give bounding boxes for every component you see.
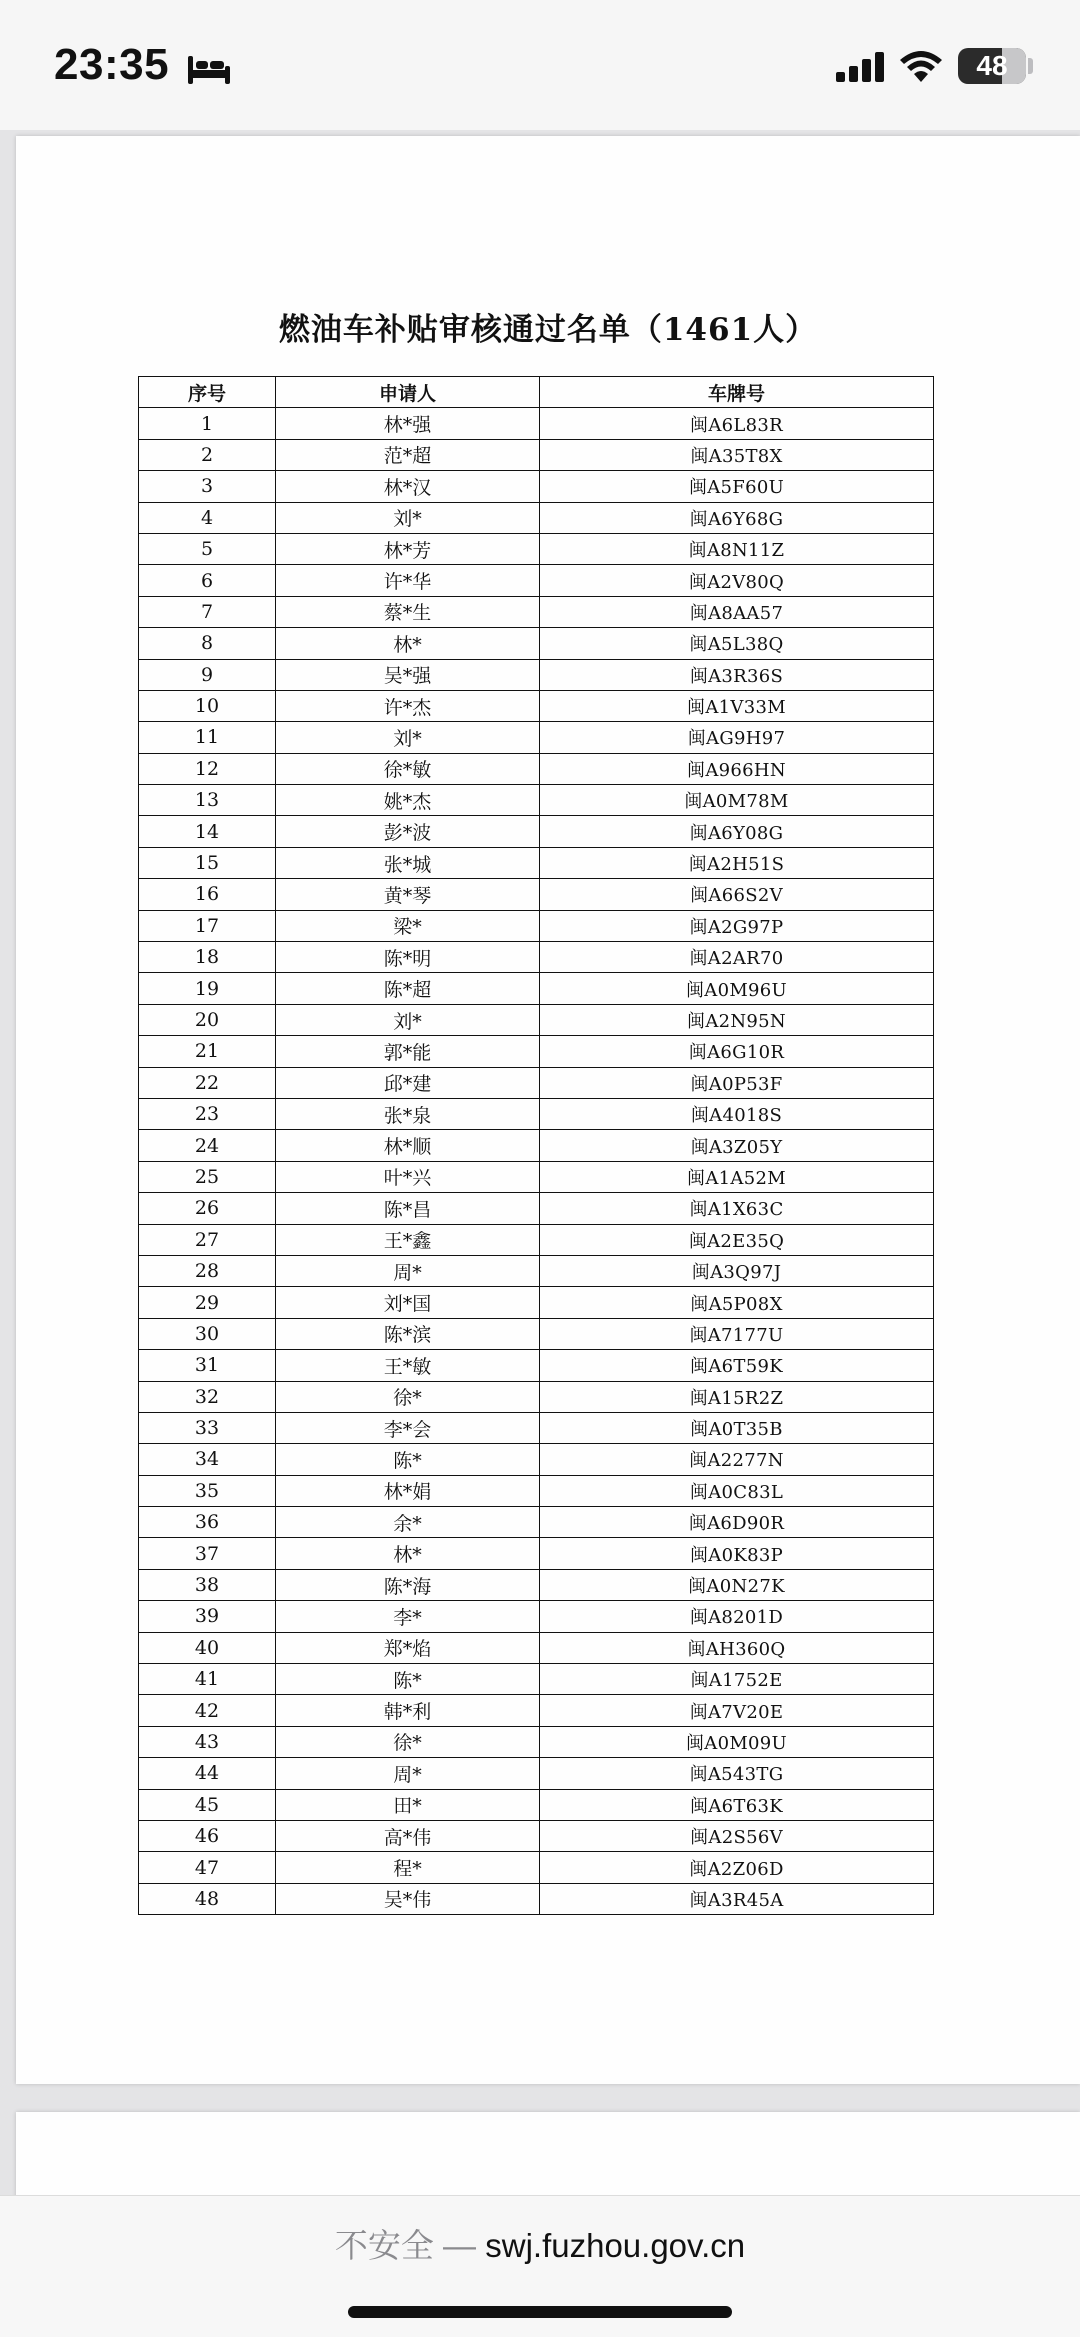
cell-index: 21 — [139, 1036, 276, 1067]
cell-index: 24 — [139, 1130, 276, 1161]
cell-index: 16 — [139, 879, 276, 910]
table-row — [139, 1758, 934, 1789]
cell-plate: 闽A2S56V — [540, 1820, 934, 1851]
cell-applicant: 刘*国 — [276, 1287, 540, 1318]
cell-plate: 闽A4018S — [540, 1098, 934, 1129]
cell-plate: 闽A6L83R — [540, 408, 934, 439]
cell-index: 22 — [139, 1067, 276, 1098]
cell-applicant: 李* — [276, 1601, 540, 1632]
status-time: 23:35 — [54, 40, 170, 89]
table-row — [139, 471, 934, 502]
cell-applicant: 陈*昌 — [276, 1193, 540, 1224]
table-row — [139, 1569, 934, 1600]
table-row — [139, 1255, 934, 1286]
cell-applicant: 张*城 — [276, 847, 540, 878]
table-row — [139, 1601, 934, 1632]
cell-plate: 闽A3R36S — [540, 659, 934, 690]
cell-index: 3 — [139, 471, 276, 502]
cell-plate: 闽A3Q97J — [540, 1255, 934, 1286]
battery-tip — [1028, 58, 1033, 74]
battery-percent: 48 — [976, 50, 1008, 81]
cell-applicant: 王*鑫 — [276, 1224, 540, 1255]
cell-index: 36 — [139, 1507, 276, 1538]
table-row — [139, 847, 934, 878]
column-header-applicant: 申请人 — [276, 377, 540, 408]
table-row — [139, 1726, 934, 1757]
cell-index: 35 — [139, 1475, 276, 1506]
cell-applicant: 吴*强 — [276, 659, 540, 690]
table-row — [139, 1381, 934, 1412]
cell-plate: 闽A0T35B — [540, 1412, 934, 1443]
cell-index: 40 — [139, 1632, 276, 1663]
cell-applicant: 刘* — [276, 1004, 540, 1035]
table-row — [139, 1318, 934, 1349]
table-row — [139, 502, 934, 533]
cell-applicant: 李*会 — [276, 1412, 540, 1443]
cell-index: 34 — [139, 1444, 276, 1475]
cell-index: 2 — [139, 439, 276, 470]
table-row — [139, 1161, 934, 1192]
cell-applicant: 徐* — [276, 1381, 540, 1412]
table-row — [139, 1036, 934, 1067]
battery-icon — [958, 48, 1026, 84]
cell-applicant: 韩*利 — [276, 1695, 540, 1726]
cell-applicant: 林*娟 — [276, 1475, 540, 1506]
cell-applicant: 吴*伟 — [276, 1883, 540, 1914]
cell-plate: 闽A7V20E — [540, 1695, 934, 1726]
document-title: 燃油车补贴审核通过名单（1461人） — [278, 312, 818, 348]
cell-applicant: 彭*波 — [276, 816, 540, 847]
cell-applicant: 蔡*生 — [276, 596, 540, 627]
table-row — [139, 1820, 934, 1851]
cell-index: 14 — [139, 816, 276, 847]
cell-plate: 闽A2E35Q — [540, 1224, 934, 1255]
cell-plate: 闽AH360Q — [540, 1632, 934, 1663]
cell-index: 6 — [139, 565, 276, 596]
cell-index: 46 — [139, 1820, 276, 1851]
cell-plate: 闽A6Y08G — [540, 816, 934, 847]
cell-index: 26 — [139, 1193, 276, 1224]
table-row — [139, 1287, 934, 1318]
cell-index: 41 — [139, 1664, 276, 1695]
cell-applicant: 陈*超 — [276, 973, 540, 1004]
cell-plate: 闽A0P53F — [540, 1067, 934, 1098]
cell-index: 44 — [139, 1758, 276, 1789]
table-row — [139, 722, 934, 753]
table-row — [139, 816, 934, 847]
cell-plate: 闽A5F60U — [540, 471, 934, 502]
table-row — [139, 533, 934, 564]
cell-plate: 闽A0M96U — [540, 973, 934, 1004]
cell-applicant: 黄*琴 — [276, 879, 540, 910]
cell-applicant: 林*强 — [276, 408, 540, 439]
table-row — [139, 596, 934, 627]
cell-applicant: 刘* — [276, 722, 540, 753]
cell-plate: 闽A2N95N — [540, 1004, 934, 1035]
cell-applicant: 程* — [276, 1852, 540, 1883]
cell-plate: 闽A2AR70 — [540, 942, 934, 973]
cell-index: 27 — [139, 1224, 276, 1255]
cell-plate: 闽A2H51S — [540, 847, 934, 878]
cell-plate: 闽A35T8X — [540, 439, 934, 470]
cell-plate: 闽A8AA57 — [540, 596, 934, 627]
cell-index: 33 — [139, 1412, 276, 1443]
url-display[interactable] — [0, 2220, 1080, 2267]
cellular-signal-icon — [836, 52, 886, 84]
table-row — [139, 628, 934, 659]
cell-index: 13 — [139, 785, 276, 816]
cell-plate: 闽A6T59K — [540, 1350, 934, 1381]
cell-plate: 闽A3R45A — [540, 1883, 934, 1914]
cell-applicant: 姚*杰 — [276, 785, 540, 816]
cell-applicant: 王*敏 — [276, 1350, 540, 1381]
table-row — [139, 910, 934, 941]
cell-plate: 闽A15R2Z — [540, 1381, 934, 1412]
cell-plate: 闽A2G97P — [540, 910, 934, 941]
cell-plate: 闽A8201D — [540, 1601, 934, 1632]
cell-index: 20 — [139, 1004, 276, 1035]
cell-index: 47 — [139, 1852, 276, 1883]
table-row — [139, 1538, 934, 1569]
cell-plate: 闽A8N11Z — [540, 533, 934, 564]
cell-plate: 闽A2277N — [540, 1444, 934, 1475]
cell-applicant: 高*伟 — [276, 1820, 540, 1851]
cell-applicant: 林* — [276, 1538, 540, 1569]
cell-index: 29 — [139, 1287, 276, 1318]
cell-applicant: 郑*焰 — [276, 1632, 540, 1663]
cell-applicant: 周* — [276, 1255, 540, 1286]
table-row — [139, 408, 934, 439]
cell-plate: 闽A1752E — [540, 1664, 934, 1695]
approval-list-table — [138, 376, 934, 1915]
cell-applicant: 许*华 — [276, 565, 540, 596]
table-row — [139, 439, 934, 470]
table-row — [139, 1224, 934, 1255]
cell-index: 28 — [139, 1255, 276, 1286]
cell-plate: 闽A6D90R — [540, 1507, 934, 1538]
cell-plate: 闽A6G10R — [540, 1036, 934, 1067]
cell-plate: 闽A1A52M — [540, 1161, 934, 1192]
cell-index: 42 — [139, 1695, 276, 1726]
cell-index: 8 — [139, 628, 276, 659]
table-row — [139, 690, 934, 721]
table-row — [139, 1695, 934, 1726]
table-row — [139, 1852, 934, 1883]
sleep-bed-icon — [186, 52, 232, 86]
cell-applicant: 林* — [276, 628, 540, 659]
cell-plate: 闽A5L38Q — [540, 628, 934, 659]
table-row — [139, 1193, 934, 1224]
cell-applicant: 叶*兴 — [276, 1161, 540, 1192]
cell-plate: 闽AG9H97 — [540, 722, 934, 753]
cell-index: 17 — [139, 910, 276, 941]
cell-index: 10 — [139, 690, 276, 721]
cell-plate: 闽A966HN — [540, 753, 934, 784]
cell-applicant: 梁* — [276, 910, 540, 941]
cell-applicant: 邱*建 — [276, 1067, 540, 1098]
table-row — [139, 879, 934, 910]
table-row — [139, 1004, 934, 1035]
cell-applicant: 林*顺 — [276, 1130, 540, 1161]
url-host: swj.fuzhou.gov.cn — [485, 2227, 746, 2264]
table-row — [139, 785, 934, 816]
cell-index: 23 — [139, 1098, 276, 1129]
cell-index: 30 — [139, 1318, 276, 1349]
cell-index: 19 — [139, 973, 276, 1004]
cell-index: 7 — [139, 596, 276, 627]
cell-applicant: 张*泉 — [276, 1098, 540, 1129]
cell-index: 31 — [139, 1350, 276, 1381]
cell-plate: 闽A2Z06D — [540, 1852, 934, 1883]
cell-plate: 闽A7177U — [540, 1318, 934, 1349]
table-row — [139, 1789, 934, 1820]
status-bar — [0, 0, 1080, 130]
cell-plate: 闽A1V33M — [540, 690, 934, 721]
pdf-page-1 — [16, 136, 1080, 2084]
cell-applicant: 陈*海 — [276, 1569, 540, 1600]
cell-applicant: 徐* — [276, 1726, 540, 1757]
table-row — [139, 1412, 934, 1443]
table-row — [139, 753, 934, 784]
table-row — [139, 1067, 934, 1098]
home-indicator[interactable] — [348, 2306, 732, 2318]
column-header-index: 序号 — [139, 377, 276, 408]
cell-index: 11 — [139, 722, 276, 753]
cell-index: 1 — [139, 408, 276, 439]
cell-plate: 闽A2V80Q — [540, 565, 934, 596]
table-row — [139, 942, 934, 973]
cell-plate: 闽A543TG — [540, 1758, 934, 1789]
cell-applicant: 田* — [276, 1789, 540, 1820]
not-secure-label: 不安全 — — [334, 2227, 477, 2264]
cell-plate: 闽A6T63K — [540, 1789, 934, 1820]
table-row — [139, 1664, 934, 1695]
table-row — [139, 1444, 934, 1475]
cell-applicant: 徐*敏 — [276, 753, 540, 784]
cell-plate: 闽A0M09U — [540, 1726, 934, 1757]
table-row — [139, 1475, 934, 1506]
cell-index: 5 — [139, 533, 276, 564]
table-row — [139, 1130, 934, 1161]
wifi-icon — [898, 48, 944, 84]
cell-index: 39 — [139, 1601, 276, 1632]
cell-plate: 闽A1X63C — [540, 1193, 934, 1224]
cell-plate: 闽A0N27K — [540, 1569, 934, 1600]
cell-applicant: 陈* — [276, 1444, 540, 1475]
cell-plate: 闽A5P08X — [540, 1287, 934, 1318]
cell-applicant: 刘* — [276, 502, 540, 533]
cell-index: 15 — [139, 847, 276, 878]
cell-index: 38 — [139, 1569, 276, 1600]
cell-index: 12 — [139, 753, 276, 784]
column-header-plate: 车牌号 — [540, 377, 934, 408]
table-row — [139, 1507, 934, 1538]
cell-applicant: 周* — [276, 1758, 540, 1789]
cell-index: 37 — [139, 1538, 276, 1569]
browser-address-bar[interactable] — [0, 2195, 1080, 2337]
table-header-row — [139, 377, 934, 408]
table-row — [139, 1350, 934, 1381]
cell-applicant: 陈*明 — [276, 942, 540, 973]
cell-plate: 闽A6Y68G — [540, 502, 934, 533]
table-row — [139, 1098, 934, 1129]
cell-applicant: 林*芳 — [276, 533, 540, 564]
cell-applicant: 余* — [276, 1507, 540, 1538]
cell-applicant: 林*汉 — [276, 471, 540, 502]
cell-index: 9 — [139, 659, 276, 690]
cell-applicant: 陈*滨 — [276, 1318, 540, 1349]
cell-index: 45 — [139, 1789, 276, 1820]
table-row — [139, 1883, 934, 1914]
table-row — [139, 659, 934, 690]
cell-index: 25 — [139, 1161, 276, 1192]
cell-applicant: 郭*能 — [276, 1036, 540, 1067]
cell-applicant: 陈* — [276, 1664, 540, 1695]
cell-applicant: 许*杰 — [276, 690, 540, 721]
cell-index: 32 — [139, 1381, 276, 1412]
table-row — [139, 973, 934, 1004]
table-row — [139, 565, 934, 596]
cell-plate: 闽A66S2V — [540, 879, 934, 910]
cell-plate: 闽A0M78M — [540, 785, 934, 816]
cell-plate: 闽A0K83P — [540, 1538, 934, 1569]
table-row — [139, 1632, 934, 1663]
cell-applicant: 范*超 — [276, 439, 540, 470]
cell-plate: 闽A3Z05Y — [540, 1130, 934, 1161]
cell-plate: 闽A0C83L — [540, 1475, 934, 1506]
cell-index: 43 — [139, 1726, 276, 1757]
cell-index: 4 — [139, 502, 276, 533]
cell-index: 48 — [139, 1883, 276, 1914]
cell-index: 18 — [139, 942, 276, 973]
